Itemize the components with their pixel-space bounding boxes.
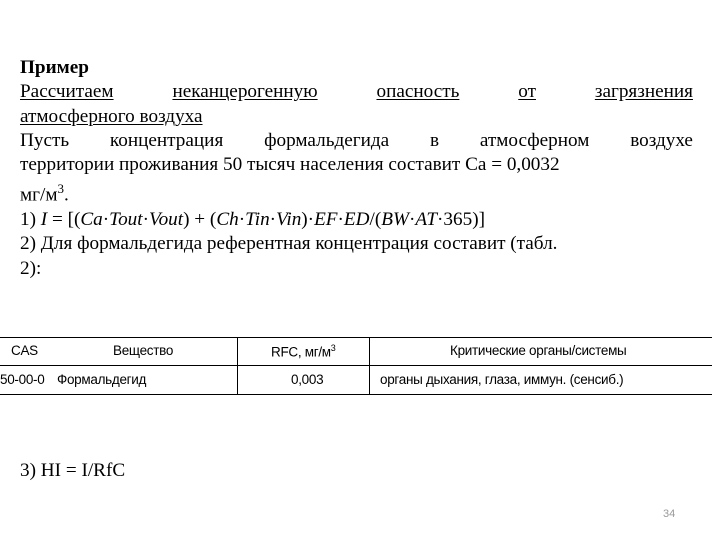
paragraph-line2: территории проживания 50 тысяч населения составит Ca = 0,0032 xyxy=(20,154,560,176)
page-number: 34 xyxy=(663,508,676,520)
header-cas: CAS xyxy=(11,343,38,358)
table-divider xyxy=(237,337,238,395)
paragraph-line1 xyxy=(20,129,693,153)
slide-title: Пример xyxy=(20,57,89,78)
cell-organs: органы дыхания, глаза, иммун. (сенсиб.) xyxy=(380,372,624,387)
para-word: формальдегида xyxy=(264,129,390,151)
formula-line: 1) I = [(Ca·Tout·Vout) + (Ch·Tin·Vin)·EF·ED/(BW·AT·365)] xyxy=(20,209,485,231)
heading-word: от xyxy=(518,81,536,103)
para-word: в xyxy=(429,129,440,151)
heading-word: опасность xyxy=(376,81,460,103)
rfc-table xyxy=(0,337,712,397)
underlined-heading-line2: атмосферного воздуха xyxy=(20,105,203,127)
table-mid-rule xyxy=(0,365,712,366)
heading-word: Рассчитаем xyxy=(20,81,114,103)
para-word: воздухе xyxy=(630,129,693,151)
table-top-rule xyxy=(0,337,712,338)
header-organs: Критические органы/системы xyxy=(450,343,627,358)
cell-rfc: 0,003 xyxy=(291,372,324,387)
header-rfc: RFC, $мг/м^3$ xyxy=(271,343,336,360)
para-word: атмосферном xyxy=(479,129,590,151)
slide-text xyxy=(20,56,693,281)
cell-substance: Формальдегид xyxy=(57,372,147,387)
para-word: Пусть xyxy=(20,129,70,151)
heading-word: неканцерогенную xyxy=(172,81,318,103)
superscript: 3 xyxy=(57,181,64,197)
step2-line2: 2): xyxy=(20,257,42,279)
cell-cas: 50-00-0 xyxy=(0,372,45,387)
header-substance: Вещество xyxy=(113,343,174,358)
step2-line1: 2) Для формальдегида референтная концентрация составит (табл. xyxy=(20,233,558,255)
table-bottom-rule xyxy=(0,394,712,395)
step3-line: 3) HI = I/RfC xyxy=(20,460,126,481)
underlined-heading-line1 xyxy=(20,80,693,104)
para-word: концентрация xyxy=(109,129,224,151)
heading-word: загрязнения xyxy=(594,81,693,103)
table-divider xyxy=(369,337,370,395)
paragraph-line3: $мг/м^3$. xyxy=(20,181,69,206)
